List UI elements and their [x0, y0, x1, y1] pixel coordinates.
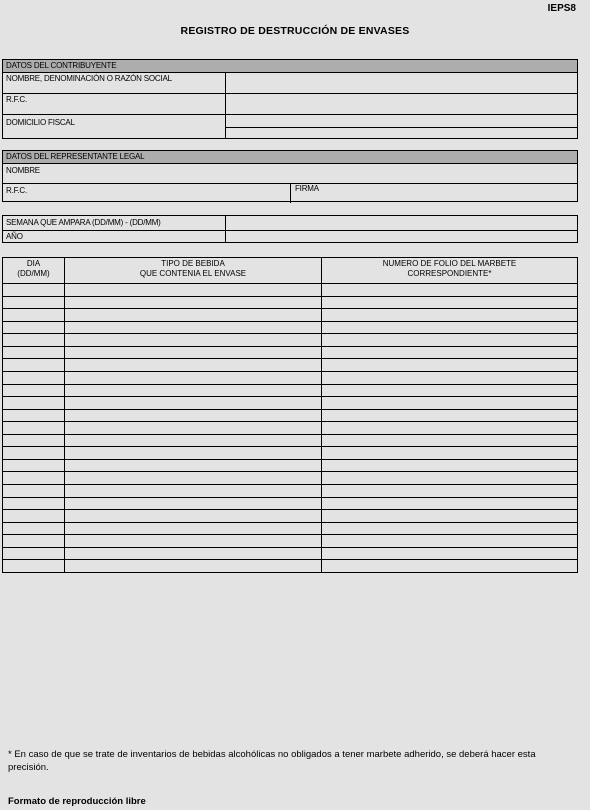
cell-tipo-bebida[interactable] — [65, 434, 322, 447]
cell-dia[interactable] — [3, 384, 65, 397]
cell-dia[interactable] — [3, 371, 65, 384]
cell-folio-marbete[interactable] — [322, 547, 578, 560]
table-row — [3, 296, 578, 309]
table-row — [3, 384, 578, 397]
contribuyente-domicilio-row — [3, 114, 577, 140]
footer-label: Formato de reproducción libre — [8, 796, 146, 807]
cell-tipo-bebida[interactable] — [65, 346, 322, 359]
table-row — [3, 560, 578, 573]
cell-dia[interactable] — [3, 284, 65, 297]
cell-tipo-bebida[interactable] — [65, 522, 322, 535]
col-folio-header — [322, 258, 578, 284]
cell-tipo-bebida[interactable] — [65, 560, 322, 573]
contribuyente-column-divider — [225, 72, 226, 138]
cell-tipo-bebida[interactable] — [65, 397, 322, 410]
col-tipo-label-2: QUE CONTENIA EL ENVASE — [139, 269, 247, 278]
nombre-field[interactable] — [226, 73, 577, 93]
anio-row — [3, 230, 577, 244]
semana-label: SEMANA QUE AMPARA (DD/MM) - (DD/MM) — [6, 218, 161, 227]
nombre-label: NOMBRE, DENOMINACIÓN O RAZÓN SOCIAL — [6, 74, 172, 83]
contribuyente-section — [2, 59, 578, 139]
cell-tipo-bebida[interactable] — [65, 409, 322, 422]
table-header-row — [3, 258, 578, 284]
cell-folio-marbete[interactable] — [322, 434, 578, 447]
cell-dia[interactable] — [3, 296, 65, 309]
cell-dia[interactable] — [3, 459, 65, 472]
table-row — [3, 447, 578, 460]
table-row — [3, 485, 578, 498]
col-folio-label-2: CORRESPONDIENTE* — [407, 269, 492, 278]
cell-tipo-bebida[interactable] — [65, 384, 322, 397]
firma-field[interactable] — [291, 184, 577, 203]
cell-dia[interactable] — [3, 359, 65, 372]
cell-tipo-bebida[interactable] — [65, 321, 322, 334]
periodo-column-divider — [225, 216, 226, 242]
cell-folio-marbete[interactable] — [322, 334, 578, 347]
firma-label: FIRMA — [295, 184, 319, 193]
col-dia-label: DIA — [26, 259, 41, 268]
table-row — [3, 535, 578, 548]
cell-dia[interactable] — [3, 547, 65, 560]
table-row — [3, 522, 578, 535]
table-row — [3, 497, 578, 510]
table-row — [3, 309, 578, 322]
cell-tipo-bebida[interactable] — [65, 284, 322, 297]
cell-folio-marbete[interactable] — [322, 359, 578, 372]
representante-section — [2, 150, 578, 202]
table-row — [3, 547, 578, 560]
rfc-field[interactable] — [226, 94, 577, 114]
col-dia-header — [3, 258, 65, 284]
cell-folio-marbete[interactable] — [322, 371, 578, 384]
cell-dia[interactable] — [3, 409, 65, 422]
table-body — [3, 284, 578, 573]
col-dia-format: (DD/MM) — [17, 269, 50, 278]
table-row — [3, 321, 578, 334]
cell-tipo-bebida[interactable] — [65, 535, 322, 548]
cell-folio-marbete[interactable] — [322, 321, 578, 334]
cell-tipo-bebida[interactable] — [65, 447, 322, 460]
cell-tipo-bebida[interactable] — [65, 359, 322, 372]
col-folio-label: NUMERO DE FOLIO DEL MARBETE — [382, 259, 517, 268]
representante-rfc-label: R.F.C. — [6, 186, 28, 195]
cell-tipo-bebida[interactable] — [65, 309, 322, 322]
representante-header-label: DATOS DEL REPRESENTANTE LEGAL — [6, 152, 145, 161]
table-row — [3, 409, 578, 422]
cell-dia[interactable] — [3, 434, 65, 447]
contribuyente-header — [3, 60, 577, 72]
cell-dia[interactable] — [3, 472, 65, 485]
footnote: * En caso de que se trate de inventarios de bebidas alcohólicas no obligados a tener marbete adherido, se deberá hacer esta precisión. — [8, 749, 536, 773]
cell-folio-marbete[interactable] — [322, 497, 578, 510]
cell-folio-marbete[interactable] — [322, 510, 578, 523]
cell-dia[interactable] — [3, 321, 65, 334]
cell-dia[interactable] — [3, 535, 65, 548]
cell-folio-marbete[interactable] — [322, 296, 578, 309]
cell-folio-marbete[interactable] — [322, 485, 578, 498]
table-row — [3, 359, 578, 372]
cell-folio-marbete[interactable] — [322, 284, 578, 297]
cell-tipo-bebida[interactable] — [65, 497, 322, 510]
cell-folio-marbete[interactable] — [322, 447, 578, 460]
cell-folio-marbete[interactable] — [322, 309, 578, 322]
cell-tipo-bebida[interactable] — [65, 371, 322, 384]
cell-dia[interactable] — [3, 497, 65, 510]
periodo-section — [2, 215, 578, 243]
cell-folio-marbete[interactable] — [322, 346, 578, 359]
table-row — [3, 284, 578, 297]
semana-field[interactable] — [226, 216, 577, 230]
representante-rfc-field[interactable] — [6, 184, 289, 203]
contribuyente-header-label: DATOS DEL CONTRIBUYENTE — [6, 61, 117, 70]
representante-header — [3, 151, 577, 163]
cell-dia[interactable] — [3, 560, 65, 573]
cell-dia[interactable] — [3, 522, 65, 535]
contribuyente-rfc-row — [3, 93, 577, 114]
cell-folio-marbete[interactable] — [322, 397, 578, 410]
table-row — [3, 334, 578, 347]
destruction-table — [2, 257, 578, 573]
domicilio-label: DOMICILIO FISCAL — [6, 118, 75, 127]
cell-folio-marbete[interactable] — [322, 409, 578, 422]
anio-field[interactable] — [226, 231, 577, 244]
table-row — [3, 397, 578, 410]
cell-tipo-bebida[interactable] — [65, 510, 322, 523]
representante-nombre-row[interactable] — [3, 163, 577, 183]
cell-tipo-bebida[interactable] — [65, 296, 322, 309]
rfc-label: R.F.C. — [6, 95, 28, 104]
contribuyente-nombre-row — [3, 72, 577, 93]
cell-dia[interactable] — [3, 422, 65, 435]
col-tipo-label: TIPO DE BEBIDA — [161, 259, 225, 268]
cell-dia[interactable] — [3, 397, 65, 410]
cell-dia[interactable] — [3, 309, 65, 322]
table-row — [3, 472, 578, 485]
cell-dia[interactable] — [3, 447, 65, 460]
col-tipo-header — [65, 258, 322, 284]
cell-dia[interactable] — [3, 346, 65, 359]
cell-folio-marbete[interactable] — [322, 522, 578, 535]
cell-tipo-bebida[interactable] — [65, 485, 322, 498]
cell-tipo-bebida[interactable] — [65, 334, 322, 347]
cell-tipo-bebida[interactable] — [65, 422, 322, 435]
cell-folio-marbete[interactable] — [322, 384, 578, 397]
domicilio-field[interactable] — [226, 115, 577, 140]
cell-folio-marbete[interactable] — [322, 422, 578, 435]
table-row — [3, 510, 578, 523]
cell-folio-marbete[interactable] — [322, 459, 578, 472]
cell-tipo-bebida[interactable] — [65, 472, 322, 485]
cell-tipo-bebida[interactable] — [65, 459, 322, 472]
cell-dia[interactable] — [3, 334, 65, 347]
semana-row — [3, 216, 577, 230]
cell-dia[interactable] — [3, 485, 65, 498]
form-code: IEPS8 — [547, 3, 576, 14]
table-row — [3, 371, 578, 384]
table-row — [3, 434, 578, 447]
cell-folio-marbete[interactable] — [322, 560, 578, 573]
page-title: REGISTRO DE DESTRUCCIÓN DE ENVASES — [180, 25, 410, 37]
table-row — [3, 346, 578, 359]
cell-folio-marbete[interactable] — [322, 535, 578, 548]
cell-dia[interactable] — [3, 510, 65, 523]
representante-nombre-label: NOMBRE — [6, 166, 40, 175]
representante-rfc-row — [3, 183, 577, 203]
anio-label: AÑO — [6, 232, 23, 241]
table-row — [3, 422, 578, 435]
cell-folio-marbete[interactable] — [322, 472, 578, 485]
table-row — [3, 459, 578, 472]
cell-tipo-bebida[interactable] — [65, 547, 322, 560]
